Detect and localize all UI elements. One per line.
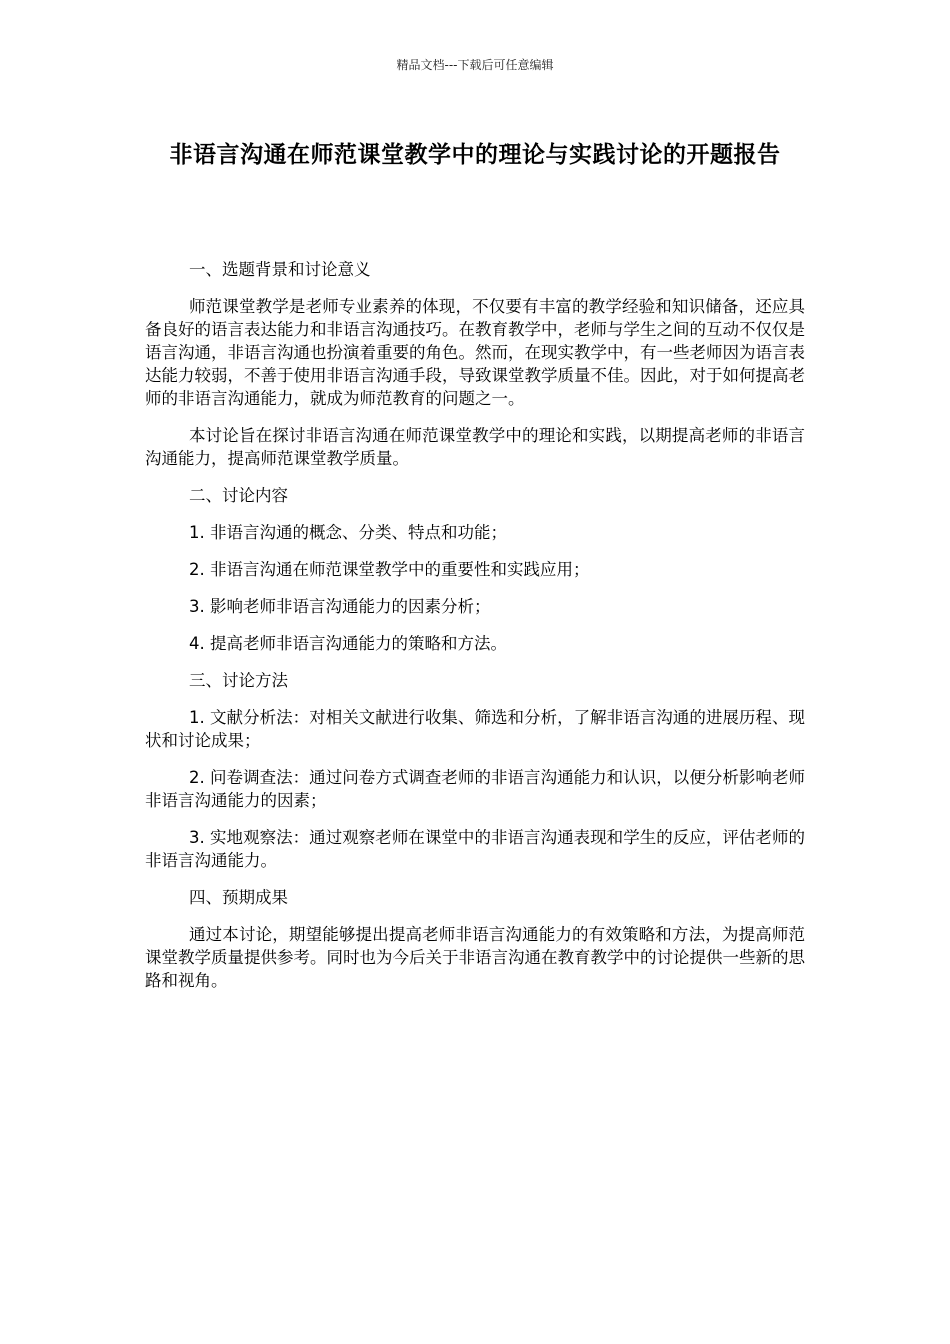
content-list-item: 3. 影响老师非语言沟通能力的因素分析； — [189, 597, 491, 616]
content-list-item: 4. 提高老师非语言沟通能力的策略和方法。 — [189, 634, 507, 653]
page-header: 精品文档---下载后可任意编辑 — [396, 58, 554, 72]
methods-list-item: 3. 实地观察法：通过观察老师在课堂中的非语言沟通表现和学生的反应，评估老师的非语言沟通能力。 — [145, 828, 805, 870]
paragraph-background: 师范课堂教学是老师专业素养的体现，不仅要有丰富的教学经验和知识储备，还应具备良好的语言表达能力和非语言沟通技巧。在教育教学中，老师与学生之间的互动不仅仅是语言沟通，非语言沟通也扮演着重要的角色。然而，在现实教学中，有一些老师因为语言表达能力较弱，不善于使用非语言沟通手段，导致课堂教学质量不佳。因此，对于如何提高老师的非语言沟通能力，就成为师范教育的问题之一。 — [145, 297, 805, 408]
content-list-item: 1. 非语言沟通的概念、分类、特点和功能； — [189, 523, 507, 542]
content-list-item: 2. 非语言沟通在师范课堂教学中的重要性和实践应用； — [189, 560, 590, 579]
document-body — [145, 258, 805, 1006]
paragraph-outcomes: 通过本讨论，期望能够提出提高老师非语言沟通能力的有效策略和方法，为提高师范课堂教学质量提供参考。同时也为今后关于非语言沟通在教育教学中的讨论提供一些新的思路和视角。 — [145, 925, 805, 990]
methods-list-item: 1. 文献分析法：对相关文献进行收集、筛选和分析，了解非语言沟通的进展历程、现状和讨论成果； — [145, 708, 805, 750]
paragraph-purpose: 本讨论旨在探讨非语言沟通在师范课堂教学中的理论和实践，以期提高老师的非语言沟通能力，提高师范课堂教学质量。 — [145, 426, 805, 468]
document-title: 非语言沟通在师范课堂教学中的理论与实践讨论的开题报告 — [169, 142, 781, 168]
section-heading-methods: 三、讨论方法 — [189, 671, 288, 690]
section-heading-background: 一、选题背景和讨论意义 — [189, 260, 371, 279]
section-heading-outcomes: 四、预期成果 — [189, 888, 288, 907]
section-heading-content: 二、讨论内容 — [189, 486, 288, 505]
methods-list-item: 2. 问卷调查法：通过问卷方式调查老师的非语言沟通能力和认识，以便分析影响老师非语言沟通能力的因素； — [145, 768, 805, 810]
